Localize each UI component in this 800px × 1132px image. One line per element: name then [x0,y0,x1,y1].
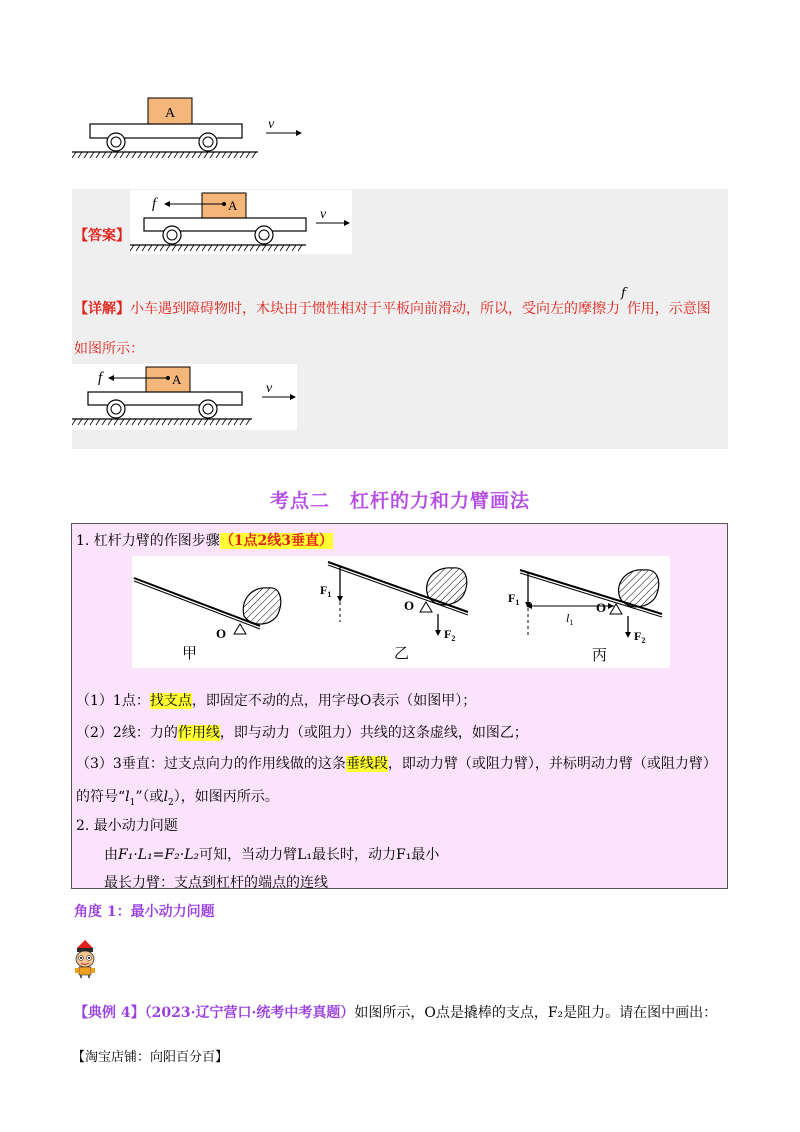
figure-label-yi: 乙 [394,646,410,662]
jia-o-label: O [216,626,227,641]
figure-label-jia: 甲 [182,646,198,662]
bing-l1-label: $l_1$ [566,611,574,627]
lever-item-2: 2. 最小动力问题 [76,818,178,834]
block-label: A [172,372,182,387]
detail-text-2: 作用，示意图 [626,301,711,317]
footer-shop: 【淘宝店铺：向阳百分百】 [72,1050,229,1065]
step3-highlight: 垂线段 [345,756,388,772]
example-line [74,1002,717,1022]
figure-label-bing: 丙 [592,648,608,664]
lever-method-box [71,523,728,889]
bing-f1-label: $F_1$ [508,591,520,607]
detail-line-1 [74,286,711,318]
section-title: 考点二 杠杆的力和力臂画法 [269,490,530,512]
answer-label: 【答案】 [74,228,130,244]
lever-figure-bing [508,570,662,664]
block-label: A [228,198,238,213]
lever-item-2-line-2: 最长力臂：支点到杠杆的端点的连线 [104,875,328,891]
friction-label: f [98,370,103,386]
example-source: （2023·辽宁营口·统考中考真题） [144,1005,355,1021]
lever-step-3-line-2: 的符号“$l_1$”（或$l_2$），如图丙所示。 [76,789,279,808]
lever-item-1-highlight: （1点2线3垂直） [219,533,334,549]
lever-item-1 [76,530,333,550]
block-label: A [164,106,176,121]
figure-cart-detail [72,364,297,430]
pencil-mascot-icon [72,940,98,978]
lever-step-1: （1）1点：找支点，即固定不动的点，用字母O表示（如图甲）； [76,693,477,709]
detail-f-symbol: f [621,286,626,301]
figure-velocity-1 [264,112,304,140]
angle-title: 角度 1：最小动力问题 [74,904,215,920]
bing-o-label: O [596,600,607,615]
lever-figure-jia [134,578,281,662]
lever-figures [132,556,670,668]
friction-label: f [152,196,157,212]
velocity-label: v [320,207,327,222]
velocity-label: v [266,381,273,396]
step2-highlight: 作用线 [177,725,220,741]
step1-highlight: 找支点 [149,693,192,709]
example-text: 如图所示，O点是撬棒的支点，F₂是阻力。请在图中画出： [354,1005,718,1021]
lever-item-2-line-1: 由F₁·L₁=F₂·L₂可知，当动力臂L₁最长时，动力F₁最小 [104,847,440,863]
formula: F₁·L₁=F₂·L₂ [118,847,200,863]
yi-f1-label: $F_1$ [320,583,332,599]
detail-label: 【详解】 [74,301,130,317]
velocity-label: v [268,117,275,132]
yi-f2-label: $F_2$ [444,627,456,643]
lever-figure-yi [320,562,468,662]
yi-o-label: O [404,598,415,613]
lever-step-2: （2）2线：力的作用线，即与动力（或阻力）共线的这条虚线，如图乙； [76,725,528,741]
figure-cart-answer [130,190,352,254]
example-label: 【典例 4】 [74,1005,145,1021]
lever-item-1-prefix: 1. 杠杆力臂的作图步骤 [76,533,220,549]
bing-f2-label: $F_2$ [634,629,646,645]
detail-text-1: 小车遇到障碍物时，木块由于惯性相对于平板向前滑动，所以，受向左的摩擦力 [130,301,620,317]
detail-line-2: 如图所示： [74,341,144,357]
lever-step-3: （3）3垂直：过支点向力的作用线做的这条垂线段，即动力臂（或阻力臂），并标明动力臂（或阻力臂） [76,756,717,772]
figure-cart-1 [72,92,262,164]
